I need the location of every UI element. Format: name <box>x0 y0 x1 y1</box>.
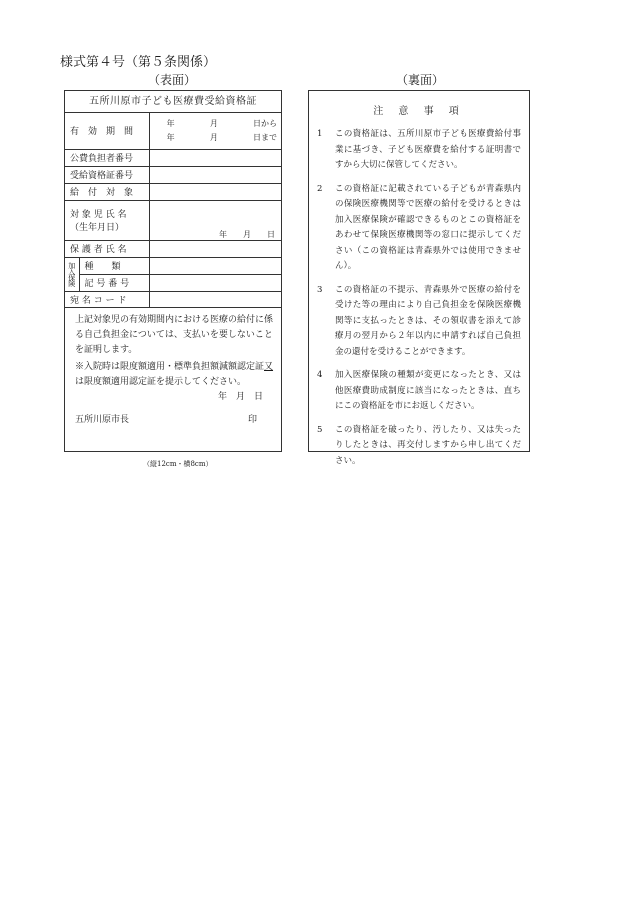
address-value <box>149 291 281 307</box>
insurance-type-value <box>149 257 281 274</box>
recipient-label: 受給資格証番号 <box>65 166 149 183</box>
card-fields-table <box>65 113 281 308</box>
certification-block <box>65 308 281 428</box>
form-heading: 様式第４号（第５条関係） <box>60 55 217 70</box>
payer-label: 公費負担者番号 <box>65 149 149 166</box>
note-item: 5 この資格証を破ったり、汚したり、又は失ったりしたときは、再交付しますから申し出てください。 <box>317 424 521 466</box>
back-card <box>308 90 530 466</box>
benefit-value <box>149 183 281 200</box>
issue-date: 年 月 日 <box>217 391 263 402</box>
child-label: 対 象 児 氏 名 <box>70 210 127 220</box>
insurance-symbol-row <box>65 274 281 291</box>
period-from: 年 月 日から <box>166 118 277 128</box>
insurance-symbol-label: 記 号 番 号 <box>79 274 149 291</box>
front-card <box>64 90 282 452</box>
front-side-label: （表面） <box>148 73 197 87</box>
period-to: 年 月 日まで <box>166 132 277 142</box>
insurance-group-label: 加入保険 <box>65 257 79 291</box>
insurance-symbol-value <box>149 274 281 291</box>
note-item: 3 この資格証の不提示、青森県外で医療の給付を受けた等の理由により自己負担金を保険医療機関等に支払ったときは、その領収書を添えて診療月の翌月から２年以内に申請すれば自己負担金の還付を受けることができます。 <box>317 284 521 357</box>
certification-text: 上記対象児の有効期間内における医療の給付に係る自己負担金については、支払いを要しないことを証明します。 <box>75 314 274 355</box>
benefit-row <box>65 183 281 200</box>
dob-value: 年 月 日 <box>219 229 275 239</box>
benefit-label: 給 付 対 象 <box>65 183 149 200</box>
guardian-label: 保 護 者 氏 名 <box>65 240 149 257</box>
child-row <box>65 200 281 240</box>
address-row <box>65 291 281 307</box>
child-value <box>149 200 281 240</box>
guardian-row <box>65 240 281 257</box>
address-label: 宛 名 コ ー ド <box>65 291 149 307</box>
back-side-label: （裏面） <box>396 73 445 87</box>
payer-row <box>65 149 281 166</box>
recipient-row <box>65 166 281 183</box>
insurance-type-label: 種 類 <box>79 257 149 274</box>
card-title: 五所川原市子ども医療費受給資格証 <box>65 91 281 113</box>
period-value <box>149 113 281 149</box>
dob-label: （生年月日） <box>70 223 125 233</box>
note-item: 2 この資格証に記載されている子どもが青森県内の保険医療機関等で医療の給付を受けるときは加入医療保険が確認できるものとこの資格証をあわせて保険医療機関等の窓口に提示してください（この資格証は青森県外では使用できません）。 <box>317 183 521 271</box>
mayor-signature-row <box>75 413 275 428</box>
mayor-title: 五所川原市長 <box>75 414 130 425</box>
period-row <box>65 113 281 149</box>
notes-title: 注 意 事 項 <box>373 106 465 117</box>
note-item: 1 この資格証は、五所川原市子ども医療費給付事業に基づき、子ども医療費を給付する証明書ですから大切に保管してください。 <box>317 129 521 170</box>
payer-value <box>149 149 281 166</box>
notes-list <box>317 127 521 469</box>
insurance-type-row <box>65 257 281 274</box>
guardian-value <box>149 240 281 257</box>
recipient-value <box>149 166 281 183</box>
card-size-note: （縦12cm・横8cm） <box>143 460 213 468</box>
child-label-cell <box>65 200 149 240</box>
note-item: 4 加入医療保険の種類が変更になったとき、又は他医療費助成制度に該当になったときは、直ちにこの資格証を市にお返しください。 <box>317 370 521 411</box>
period-label: 有 効 期 間 <box>65 113 149 149</box>
inpatient-note: ※入院時は限度額適用・標準負担額減額認定証又は限度額適用認定証を提示してください。 <box>75 361 274 387</box>
seal-mark: 印 <box>247 414 257 425</box>
